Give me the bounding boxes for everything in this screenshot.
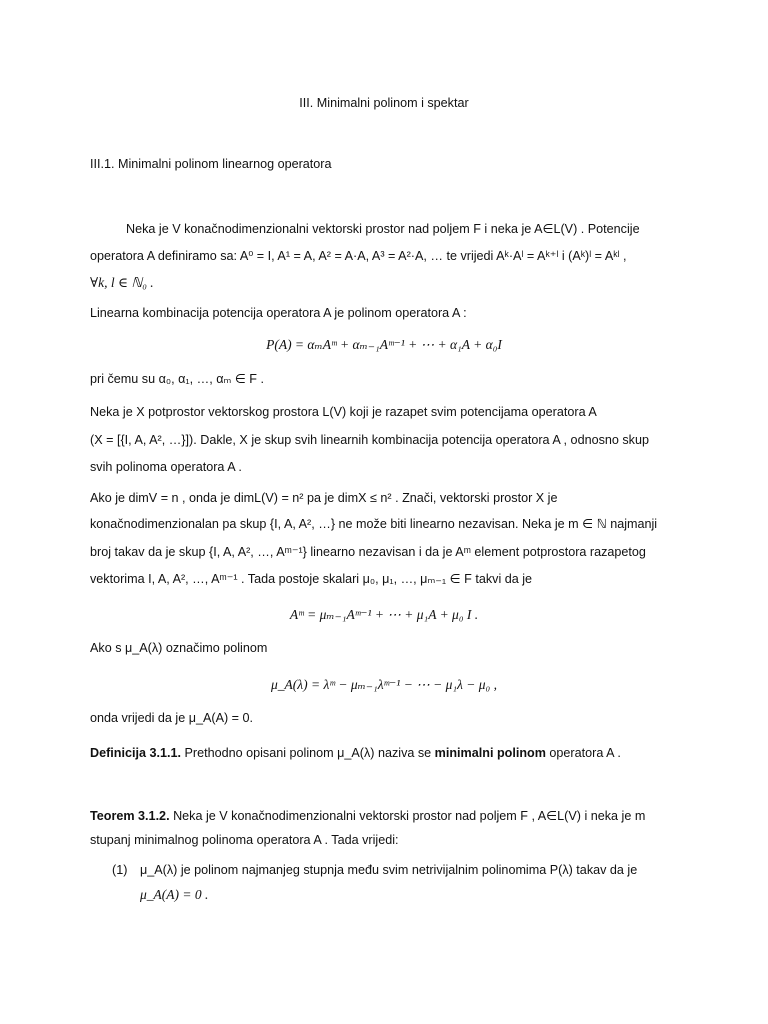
dimension-line-3: broj takav da je skup {I, A, A², …, Aᵐ⁻¹} linearno nezavisan i da je Aᵐ element potprostora razapetog <box>90 545 646 559</box>
page-title: III. Minimalni polinom i spektar <box>299 96 469 110</box>
minpoly-line-2: onda vrijedi da je μ_A(A) = 0. <box>90 711 254 725</box>
power-relation-formula: Aᵐ = μₘ₋₁Aᵐ⁻¹ + ⋯ + μ₁A + μ₀ I . <box>289 607 479 622</box>
theorem-item-line-2: μ_A(A) = 0 . <box>140 887 209 902</box>
lincomb-line-1: Linearna kombinacija potencija operatora A je polinom operatora A : <box>90 306 467 320</box>
definition <box>90 745 621 761</box>
theorem-label: Teorem 3.1.2. <box>90 809 170 823</box>
theorem-item-number: (1) <box>112 863 128 877</box>
dimension-line-1: Ako je dimV = n , onda je dimL(V) = n² pa je dimX ≤ n² . Znači, vektorski prostor X je <box>90 491 558 505</box>
intro-line-2: operatora A definiramo sa: A⁰ = I, A¹ = A, A² = A·A, A³ = A²·A, … te vrijedi Aᵏ·Aˡ = Aᵏ⁺ˡ i (Aᵏ)ˡ = Aᵏˡ , <box>90 249 627 263</box>
intro-line-3: ∀k, l ∈ ℕ₀ . <box>90 275 154 290</box>
theorem-line-2: stupanj minimalnog polinoma operatora A . Tada vrijedi: <box>90 833 399 847</box>
definition-text-b: operatora A . <box>545 746 621 760</box>
subspace-line-2: (X = [{I, A, A², …}]). Dakle, X je skup svih linearnih kombinacija potencija operatora A , odnosno skup <box>90 433 649 447</box>
dimension-line-4: vektorima I, A, A², …, Aᵐ⁻¹ . Tada postoje skalari μ₀, μ₁, …, μₘ₋₁ ∈ F takvi da je <box>90 572 533 586</box>
theorem-line-1 <box>90 808 645 824</box>
dimension-line-2: konačnodimenzionalan pa skup {I, A, A², …} ne može biti linearno nezavisan. Neka je m ∈ ℕ najmanji <box>90 517 658 531</box>
subspace-line-3: svih polinoma operatora A . <box>90 460 242 474</box>
theorem-item-line-1: μ_A(λ) je polinom najmanjeg stupnja među svim netrivijalnim polinomima P(λ) takav da je <box>140 863 638 877</box>
theorem-text-1: Neka je V konačnodimenzionalni vektorski prostor nad poljem F , A∈L(V) i neka je m <box>169 809 646 823</box>
definition-text-a: Prethodno opisani polinom μ_A(λ) naziva se <box>181 746 435 760</box>
definition-label: Definicija 3.1.1. <box>90 746 181 760</box>
polynomial-formula: P(A) = αₘAᵐ + αₘ₋₁Aᵐ⁻¹ + ⋯ + α₁A + α₀I <box>266 337 502 352</box>
lincomb-line-2: pri čemu su α₀, α₁, …, αₘ ∈ F . <box>90 372 265 386</box>
section-heading: III.1. Minimalni polinom linearnog operatora <box>90 157 332 171</box>
definition-term: minimalni polinom <box>434 746 546 760</box>
intro-line-1: Neka je V konačnodimenzionalni vektorski prostor nad poljem F i neka je A∈L(V) . Potencije <box>126 222 640 236</box>
minpoly-line-1: Ako s μ_A(λ) označimo polinom <box>90 641 268 655</box>
subspace-line-1: Neka je X potprostor vektorskog prostora L(V) koji je razapet svim potencijama operatora A <box>90 405 597 419</box>
minpoly-formula: μ_A(λ) = λᵐ − μₘ₋₁λᵐ⁻¹ − ⋯ − μ₁λ − μ₀ , <box>271 677 497 692</box>
